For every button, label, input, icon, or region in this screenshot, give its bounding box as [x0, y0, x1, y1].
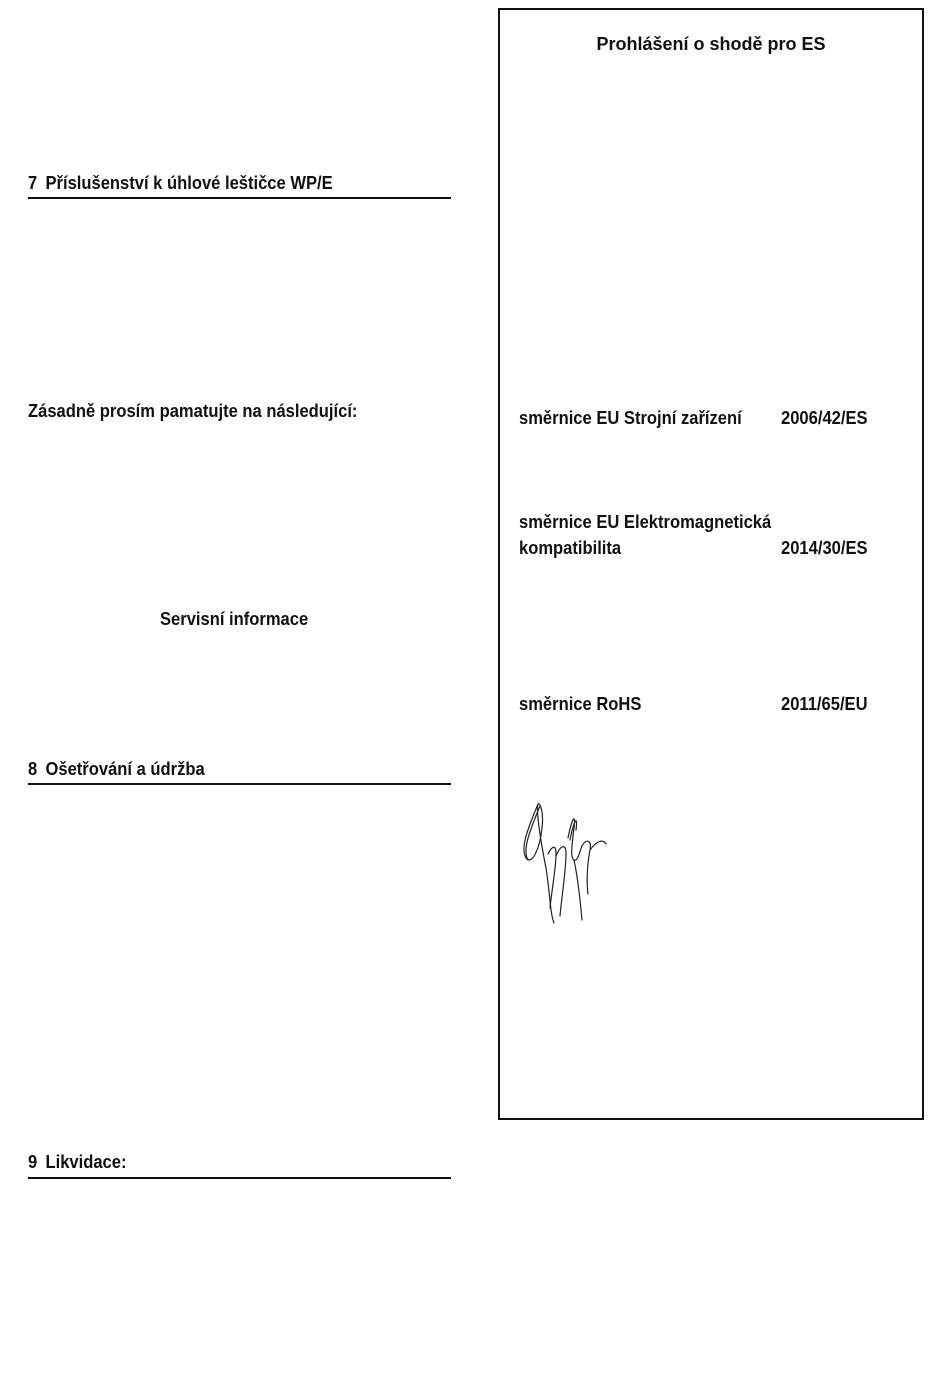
section-9-number: 9	[28, 1152, 38, 1172]
declaration-box	[498, 8, 924, 1120]
section-8-number: 8	[28, 759, 38, 779]
directive-emc-name-line2: kompatibilita	[519, 538, 622, 558]
section-7-title: Příslušenství k úhlové leštičce WP/E	[45, 173, 333, 193]
note-heading: Zásadně prosím pamatujte na následující:	[28, 401, 358, 421]
section-7-number: 7	[28, 173, 38, 193]
service-heading: Servisní informace	[160, 609, 309, 629]
section-9-rule	[28, 1177, 451, 1179]
directive-emc-code: 2014/30/ES	[781, 538, 868, 558]
directive-emc-name-line1: směrnice EU Elektromagnetická	[519, 512, 772, 532]
directive-machinery-name: směrnice EU Strojní zařízení	[519, 408, 742, 428]
section-8-title: Ošetřování a údržba	[45, 759, 205, 779]
section-8-rule	[28, 783, 451, 785]
section-7-heading	[28, 172, 333, 194]
directive-rohs-code: 2011/65/EU	[781, 694, 868, 714]
declaration-title: Prohlášení o shodě pro ES	[596, 34, 826, 54]
section-7-rule	[28, 197, 451, 199]
directive-rohs-name: směrnice RoHS	[519, 694, 642, 714]
directive-machinery-code: 2006/42/ES	[781, 408, 868, 428]
section-9-title: Likvidace:	[45, 1152, 127, 1172]
section-8-heading	[28, 758, 205, 780]
signature-icon	[516, 798, 616, 928]
section-9-heading	[28, 1151, 126, 1173]
